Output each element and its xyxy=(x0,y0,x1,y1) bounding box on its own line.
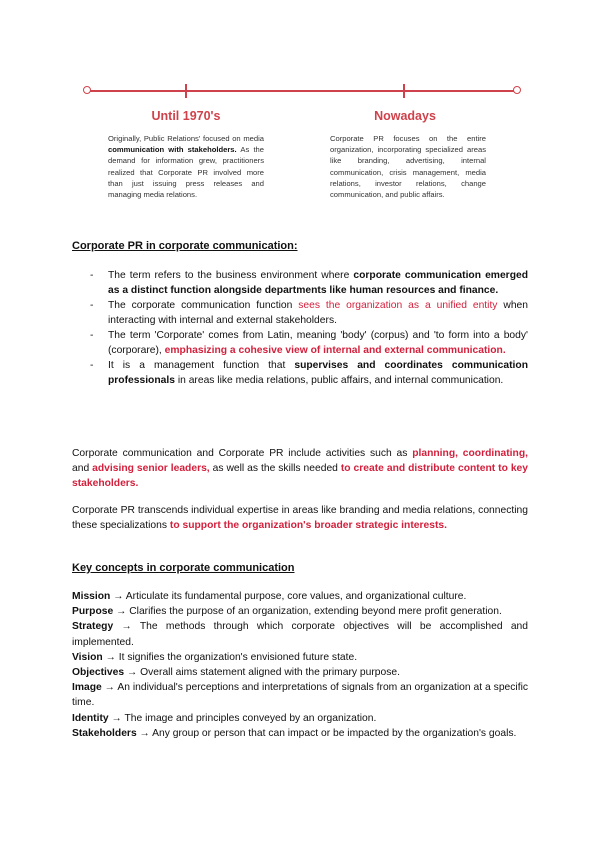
bullet-item: - The corporate communication function sees the organization as a unified entity when interacting with internal and external stakeholders. xyxy=(72,298,528,328)
bullet-item: - It is a management function that supervises and coordinates communication professionals in areas like media relations, public affairs, and internal communication. xyxy=(72,358,528,388)
section-title-key-concepts: Key concepts in corporate communication xyxy=(72,562,295,574)
era-text-until-1970s: Originally, Public Relations' focused on media communication with stakeholders. As the demand for information grew, practitioners realized that Corporate PR involved more than just issuing press releases and managing media relations. xyxy=(108,134,265,200)
concept-strategy: Strategy → The methods through which corporate objectives will be accomplished and implemented. xyxy=(72,621,528,648)
timeline-end-dot xyxy=(513,86,521,94)
section-title-corporate-pr: Corporate PR in corporate communication: xyxy=(72,240,298,252)
concept-image: Image → An individual's perceptions and interpretations of signals from an organization at a specific time. xyxy=(72,682,529,709)
paragraph-transcends: Corporate PR transcends individual expertise in areas like branding and media relations, connecting these specializations to support the organization's broader strategic interests. xyxy=(72,505,528,532)
bullet-item: - The term refers to the business environment where corporate communication emerged as a distinct function alongside departments like human resources and finance. xyxy=(72,268,528,298)
concept-identity: Identity → The image and principles conveyed by an organization. xyxy=(72,712,377,724)
concept-mission: Mission → Articulate its fundamental purpose, core values, and organizational culture. xyxy=(72,591,467,602)
era-text-nowadays: Corporate PR focuses on the entire organization, incorporating specialized areas like branding, advertising, internal communication, crisis management, media relations, investor relations, change communication, and public affairs. xyxy=(330,134,486,200)
paragraph-activities: Corporate communication and Corporate PR include activities such as planning, coordinating, and advising senior leaders, as well as the skills needed to create and distribute content to key stakeholders. xyxy=(72,448,528,490)
timeline-tick-left xyxy=(185,84,187,98)
timeline-line xyxy=(89,90,517,92)
key-concepts-list xyxy=(72,589,528,741)
corporate-pr-bullet-list xyxy=(72,268,528,388)
era-title-until-1970s: Until 1970's xyxy=(151,109,221,123)
timeline-start-dot xyxy=(83,86,91,94)
concept-stakeholders: Stakeholders → Any group or person that can impact or be impacted by the organization's goals. xyxy=(72,727,517,739)
concept-purpose: Purpose → Clarifies the purpose of an organization, extending beyond mere profit generation. xyxy=(72,606,502,618)
concept-vision: Vision → It signifies the organization's envisioned future state. xyxy=(72,651,358,663)
concept-objectives: Objectives → Overall aims statement aligned with the primary purpose. xyxy=(72,667,400,679)
bullet-item: - The term 'Corporate' comes from Latin, meaning 'body' (corpus) and 'to form into a body' (corporare), emphasizing a cohesive view of internal and external communication. xyxy=(72,328,528,358)
timeline-tick-right xyxy=(403,84,405,98)
era-title-nowadays: Nowadays xyxy=(374,109,436,123)
